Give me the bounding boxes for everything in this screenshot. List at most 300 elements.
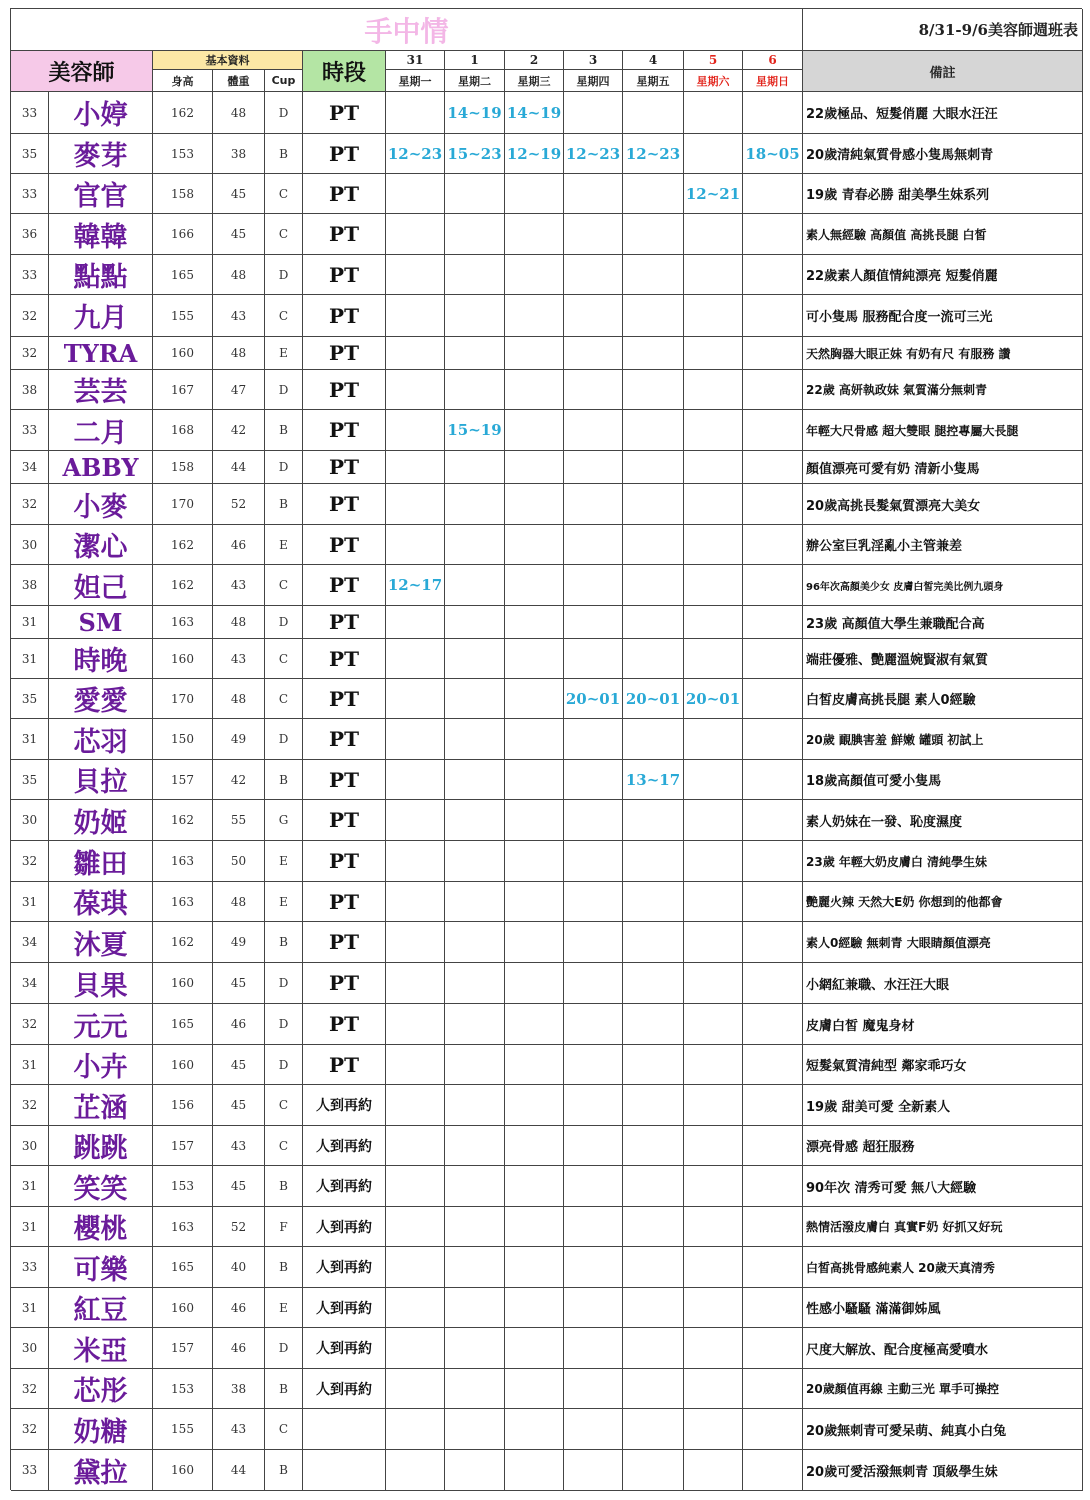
beautician-name: SM xyxy=(49,606,153,639)
schedule-cell: 12~23 xyxy=(386,134,445,174)
schedule-cell xyxy=(386,1450,445,1491)
note-text: 皮膚白皙 魔鬼身材 xyxy=(803,1004,1083,1045)
note-text: 18歲高顏值可愛小隻馬 xyxy=(803,760,1083,800)
sheet-title: 手中情 xyxy=(11,9,803,51)
schedule-cell xyxy=(684,565,743,606)
time-slot: PT xyxy=(303,963,386,1004)
time-slot: PT xyxy=(303,606,386,639)
schedule-cell xyxy=(505,525,564,565)
time-slot: PT xyxy=(303,370,386,410)
height-value: 165 xyxy=(153,1247,213,1288)
schedule-cell xyxy=(564,370,623,410)
schedule-cell xyxy=(564,451,623,484)
beautician-name: 紅豆 xyxy=(49,1288,153,1328)
height-value: 170 xyxy=(153,484,213,525)
height-value: 165 xyxy=(153,1004,213,1045)
beautician-name: 櫻桃 xyxy=(49,1207,153,1247)
schedule-cell xyxy=(684,841,743,882)
height-value: 158 xyxy=(153,451,213,484)
beautician-name: 小麥 xyxy=(49,484,153,525)
schedule-cell xyxy=(386,1247,445,1288)
schedule-cell xyxy=(445,1207,505,1247)
time-slot: PT xyxy=(303,134,386,174)
schedule-cell xyxy=(564,1328,623,1369)
schedule-cell xyxy=(445,1450,505,1491)
height-value: 160 xyxy=(153,1045,213,1085)
time-slot: PT xyxy=(303,484,386,525)
time-slot: PT xyxy=(303,214,386,255)
schedule-cell xyxy=(445,1085,505,1126)
schedule-cell xyxy=(623,963,684,1004)
cup-value: D xyxy=(265,370,303,410)
schedule-cell xyxy=(623,410,684,451)
note-text: 22歲素人顏值情純漂亮 短髮俏麗 xyxy=(803,255,1083,295)
schedule-cell: 18~05 xyxy=(743,134,803,174)
row-number: 31 xyxy=(11,882,49,922)
schedule-cell xyxy=(564,565,623,606)
time-slot: PT xyxy=(303,679,386,719)
time-slot: 人到再約 xyxy=(303,1126,386,1166)
schedule-cell xyxy=(386,1045,445,1085)
schedule-cell xyxy=(684,1247,743,1288)
schedule-cell xyxy=(564,1166,623,1207)
height-value: 160 xyxy=(153,963,213,1004)
schedule-cell xyxy=(445,525,505,565)
schedule-cell xyxy=(684,1409,743,1450)
note-text: 尺度大解放、配合度極高愛噴水 xyxy=(803,1328,1083,1369)
row-number: 33 xyxy=(11,255,49,295)
cup-value: D xyxy=(265,255,303,295)
row-number: 35 xyxy=(11,134,49,174)
height-value: 158 xyxy=(153,174,213,214)
schedule-cell xyxy=(623,719,684,760)
schedule-cell xyxy=(445,841,505,882)
row-number: 34 xyxy=(11,963,49,1004)
note-text: 艷麗火辣 天然大E奶 你想到的他都會 xyxy=(803,882,1083,922)
time-slot: PT xyxy=(303,255,386,295)
cup-value: G xyxy=(265,800,303,841)
weight-value: 44 xyxy=(213,1450,265,1491)
day-number: 2 xyxy=(505,51,564,70)
schedule-cell xyxy=(445,1045,505,1085)
time-slot: 人到再約 xyxy=(303,1369,386,1409)
time-slot: PT xyxy=(303,565,386,606)
schedule-cell xyxy=(743,1288,803,1328)
schedule-cell xyxy=(684,1207,743,1247)
schedule-cell xyxy=(386,882,445,922)
time-slot: PT xyxy=(303,451,386,484)
schedule-cell xyxy=(564,1409,623,1450)
row-number: 33 xyxy=(11,174,49,214)
cup-value: B xyxy=(265,410,303,451)
schedule-cell xyxy=(386,295,445,337)
day-label: 星期三 xyxy=(505,70,564,92)
height-value: 150 xyxy=(153,719,213,760)
note-text: 20歲無刺青可愛呆萌、純真小白兔 xyxy=(803,1409,1083,1450)
schedule-cell xyxy=(445,370,505,410)
time-slot: PT xyxy=(303,337,386,370)
day-label: 星期六 xyxy=(684,70,743,92)
height-value: 163 xyxy=(153,606,213,639)
weight-value: 46 xyxy=(213,1328,265,1369)
height-value: 153 xyxy=(153,134,213,174)
schedule-cell xyxy=(743,410,803,451)
cup-value: D xyxy=(265,1004,303,1045)
beautician-name: 沐夏 xyxy=(49,922,153,963)
schedule-cell xyxy=(505,1450,564,1491)
weight-value: 43 xyxy=(213,295,265,337)
schedule-cell xyxy=(445,1369,505,1409)
schedule-cell xyxy=(743,1409,803,1450)
schedule-cell xyxy=(743,841,803,882)
note-text: 20歲 靦腆害羞 鮮嫩 罐頭 初試上 xyxy=(803,719,1083,760)
schedule-cell: 20~01 xyxy=(623,679,684,719)
schedule-cell xyxy=(684,606,743,639)
beautician-name: 官官 xyxy=(49,174,153,214)
row-number: 32 xyxy=(11,1409,49,1450)
weight-value: 38 xyxy=(213,134,265,174)
schedule-cell xyxy=(386,800,445,841)
weight-value: 49 xyxy=(213,719,265,760)
schedule-cell xyxy=(684,525,743,565)
schedule-cell xyxy=(623,337,684,370)
row-number: 33 xyxy=(11,410,49,451)
schedule-cell xyxy=(564,410,623,451)
schedule-cell xyxy=(445,1409,505,1450)
schedule-cell xyxy=(386,760,445,800)
schedule-cell xyxy=(623,1369,684,1409)
beautician-name: 點點 xyxy=(49,255,153,295)
schedule-cell xyxy=(386,484,445,525)
weight-value: 52 xyxy=(213,1207,265,1247)
row-number: 38 xyxy=(11,370,49,410)
schedule-cell xyxy=(564,606,623,639)
schedule-cell xyxy=(564,800,623,841)
cup-value: B xyxy=(265,1450,303,1491)
schedule-cell xyxy=(564,760,623,800)
note-text: 端莊優雅、艷麗溫婉賢淑有氣質 xyxy=(803,639,1083,679)
height-value: 156 xyxy=(153,1085,213,1126)
day-label: 星期一 xyxy=(386,70,445,92)
beautician-name: 小卉 xyxy=(49,1045,153,1085)
day-number: 31 xyxy=(386,51,445,70)
schedule-cell xyxy=(564,214,623,255)
column-header-weight: 體重 xyxy=(213,70,265,92)
schedule-cell xyxy=(564,337,623,370)
note-text: 19歲 甜美可愛 全新素人 xyxy=(803,1085,1083,1126)
schedule-cell xyxy=(386,255,445,295)
height-value: 160 xyxy=(153,1288,213,1328)
note-text: 19歲 青春必勝 甜美學生妹系列 xyxy=(803,174,1083,214)
note-text: 素人0經驗 無刺青 大眼睛顏值漂亮 xyxy=(803,922,1083,963)
height-value: 167 xyxy=(153,370,213,410)
beautician-name: ABBY xyxy=(49,451,153,484)
weight-value: 50 xyxy=(213,841,265,882)
schedule-cell xyxy=(505,963,564,1004)
note-text: 23歲 年輕大奶皮膚白 清純學生妹 xyxy=(803,841,1083,882)
schedule-cell xyxy=(623,92,684,134)
time-slot: 人到再約 xyxy=(303,1085,386,1126)
schedule-cell xyxy=(743,760,803,800)
schedule-cell xyxy=(684,1288,743,1328)
row-number: 32 xyxy=(11,484,49,525)
schedule-cell xyxy=(684,882,743,922)
schedule-cell xyxy=(623,1085,684,1126)
beautician-name: 小婷 xyxy=(49,92,153,134)
schedule-cell xyxy=(386,1166,445,1207)
schedule-cell xyxy=(386,174,445,214)
schedule-cell xyxy=(684,1045,743,1085)
cup-value: E xyxy=(265,525,303,565)
weight-value: 38 xyxy=(213,1369,265,1409)
cup-value: B xyxy=(265,760,303,800)
schedule-cell xyxy=(743,1450,803,1491)
schedule-cell xyxy=(386,922,445,963)
note-text: 短髮氣質清純型 鄰家乖巧女 xyxy=(803,1045,1083,1085)
schedule-cell xyxy=(505,295,564,337)
note-text: 素人奶妹在一發、恥度濕度 xyxy=(803,800,1083,841)
schedule-cell xyxy=(743,1166,803,1207)
beautician-name: 潔心 xyxy=(49,525,153,565)
row-number: 31 xyxy=(11,1045,49,1085)
note-text: 白皙高挑骨感純素人 20歲天真清秀 xyxy=(803,1247,1083,1288)
day-number: 6 xyxy=(743,51,803,70)
row-number: 32 xyxy=(11,841,49,882)
schedule-cell xyxy=(386,841,445,882)
schedule-cell xyxy=(623,1207,684,1247)
column-header-slot: 時段 xyxy=(303,51,386,92)
schedule-cell xyxy=(505,760,564,800)
time-slot: PT xyxy=(303,410,386,451)
schedule-cell xyxy=(743,882,803,922)
row-number: 33 xyxy=(11,1450,49,1491)
schedule-cell xyxy=(564,1045,623,1085)
schedule-cell xyxy=(623,295,684,337)
schedule-cell xyxy=(623,370,684,410)
day-label: 星期五 xyxy=(623,70,684,92)
row-number: 32 xyxy=(11,1085,49,1126)
schedule-cell xyxy=(505,174,564,214)
schedule-cell xyxy=(623,451,684,484)
beautician-name: TYRA xyxy=(49,337,153,370)
schedule-cell xyxy=(743,525,803,565)
cup-value: D xyxy=(265,1328,303,1369)
schedule-cell xyxy=(684,1450,743,1491)
cup-value: E xyxy=(265,882,303,922)
weight-value: 48 xyxy=(213,255,265,295)
schedule-cell xyxy=(684,963,743,1004)
beautician-name: 可樂 xyxy=(49,1247,153,1288)
row-number: 35 xyxy=(11,679,49,719)
schedule-cell xyxy=(445,882,505,922)
schedule-cell xyxy=(445,719,505,760)
height-value: 162 xyxy=(153,525,213,565)
cup-value: C xyxy=(265,679,303,719)
day-label: 星期日 xyxy=(743,70,803,92)
schedule-cell xyxy=(684,295,743,337)
cup-value: E xyxy=(265,841,303,882)
schedule-cell xyxy=(743,922,803,963)
schedule-cell xyxy=(445,295,505,337)
cup-value: B xyxy=(265,134,303,174)
schedule-cell xyxy=(386,606,445,639)
cup-value: D xyxy=(265,963,303,1004)
schedule-cell xyxy=(445,1126,505,1166)
column-header-basic-info: 基本資料 xyxy=(153,51,303,70)
schedule-sheet xyxy=(10,8,1082,1490)
schedule-cell xyxy=(564,1085,623,1126)
height-value: 162 xyxy=(153,922,213,963)
schedule-cell xyxy=(684,410,743,451)
column-header-height: 身高 xyxy=(153,70,213,92)
note-text: 辦公室巨乳淫亂小主管兼差 xyxy=(803,525,1083,565)
time-slot: PT xyxy=(303,800,386,841)
schedule-cell xyxy=(386,92,445,134)
column-header-notes: 備註 xyxy=(803,51,1083,92)
schedule-cell: 15~19 xyxy=(445,410,505,451)
row-number: 36 xyxy=(11,214,49,255)
schedule-cell xyxy=(386,1004,445,1045)
schedule-cell xyxy=(623,841,684,882)
time-slot: PT xyxy=(303,525,386,565)
day-label: 星期二 xyxy=(445,70,505,92)
schedule-cell xyxy=(445,174,505,214)
beautician-name: 芷涵 xyxy=(49,1085,153,1126)
row-number: 31 xyxy=(11,1288,49,1328)
cup-value: C xyxy=(265,1085,303,1126)
beautician-name: 時晚 xyxy=(49,639,153,679)
row-number: 31 xyxy=(11,639,49,679)
schedule-cell xyxy=(623,525,684,565)
height-value: 157 xyxy=(153,1328,213,1369)
cup-value: B xyxy=(265,1166,303,1207)
schedule-cell xyxy=(623,1166,684,1207)
schedule-cell xyxy=(564,841,623,882)
time-slot: PT xyxy=(303,92,386,134)
schedule-cell xyxy=(505,370,564,410)
schedule-cell xyxy=(505,214,564,255)
schedule-cell xyxy=(386,1369,445,1409)
beautician-name: 奶姬 xyxy=(49,800,153,841)
schedule-cell: 14~19 xyxy=(505,92,564,134)
schedule-cell xyxy=(505,565,564,606)
note-text: 小網紅兼職、水汪汪大眼 xyxy=(803,963,1083,1004)
row-number: 33 xyxy=(11,92,49,134)
schedule-cell xyxy=(623,1126,684,1166)
schedule-cell xyxy=(684,484,743,525)
note-text: 性感小騷騷 滿滿御姊風 xyxy=(803,1288,1083,1328)
schedule-cell xyxy=(684,760,743,800)
weight-value: 40 xyxy=(213,1247,265,1288)
weight-value: 43 xyxy=(213,565,265,606)
note-text: 天然胸器大眼正妹 有奶有尺 有服務 讚 xyxy=(803,337,1083,370)
schedule-cell: 15~23 xyxy=(445,134,505,174)
weight-value: 45 xyxy=(213,1045,265,1085)
row-number: 38 xyxy=(11,565,49,606)
schedule-cell: 13~17 xyxy=(623,760,684,800)
schedule-cell xyxy=(445,337,505,370)
cup-value: D xyxy=(265,92,303,134)
schedule-cell xyxy=(623,1288,684,1328)
schedule-cell xyxy=(623,639,684,679)
schedule-cell xyxy=(743,255,803,295)
schedule-cell xyxy=(445,922,505,963)
height-value: 168 xyxy=(153,410,213,451)
schedule-cell xyxy=(386,337,445,370)
beautician-name: 愛愛 xyxy=(49,679,153,719)
schedule-cell xyxy=(564,922,623,963)
cup-value: C xyxy=(265,1126,303,1166)
weight-value: 52 xyxy=(213,484,265,525)
schedule-cell xyxy=(623,922,684,963)
schedule-cell xyxy=(684,1369,743,1409)
time-slot: PT xyxy=(303,295,386,337)
height-value: 157 xyxy=(153,760,213,800)
day-number: 1 xyxy=(445,51,505,70)
schedule-cell xyxy=(684,370,743,410)
day-number: 4 xyxy=(623,51,684,70)
time-slot: PT xyxy=(303,760,386,800)
schedule-cell xyxy=(505,719,564,760)
schedule-cell: 12~19 xyxy=(505,134,564,174)
schedule-cell xyxy=(445,606,505,639)
cup-value: B xyxy=(265,484,303,525)
height-value: 170 xyxy=(153,679,213,719)
schedule-cell xyxy=(445,1328,505,1369)
schedule-cell xyxy=(445,451,505,484)
schedule-cell xyxy=(743,1004,803,1045)
note-text: 年輕大尺骨感 超大雙眼 腿控專屬大長腿 xyxy=(803,410,1083,451)
beautician-name: 九月 xyxy=(49,295,153,337)
schedule-cell xyxy=(743,606,803,639)
weight-value: 43 xyxy=(213,1409,265,1450)
weight-value: 42 xyxy=(213,410,265,451)
beautician-name: 麥芽 xyxy=(49,134,153,174)
schedule-cell xyxy=(684,337,743,370)
schedule-cell xyxy=(505,484,564,525)
week-title: 8/31-9/6美容師週班表 xyxy=(803,9,1083,51)
row-number: 35 xyxy=(11,760,49,800)
schedule-cell xyxy=(564,639,623,679)
note-text: 20歲顏值再線 主動三光 單手可操控 xyxy=(803,1369,1083,1409)
height-value: 155 xyxy=(153,295,213,337)
time-slot: PT xyxy=(303,882,386,922)
schedule-cell xyxy=(564,174,623,214)
schedule-cell xyxy=(564,963,623,1004)
schedule-cell xyxy=(684,922,743,963)
schedule-cell xyxy=(505,1288,564,1328)
schedule-cell xyxy=(386,1126,445,1166)
schedule-cell xyxy=(743,174,803,214)
cup-value: E xyxy=(265,337,303,370)
schedule-cell xyxy=(623,565,684,606)
schedule-cell xyxy=(386,1288,445,1328)
beautician-name: 芯彤 xyxy=(49,1369,153,1409)
schedule-cell: 14~19 xyxy=(445,92,505,134)
schedule-cell xyxy=(386,679,445,719)
schedule-cell xyxy=(743,1328,803,1369)
height-value: 163 xyxy=(153,882,213,922)
note-text: 20歲清純氣質骨感小隻馬無刺青 xyxy=(803,134,1083,174)
row-number: 34 xyxy=(11,922,49,963)
schedule-cell xyxy=(564,1004,623,1045)
schedule-cell xyxy=(743,295,803,337)
schedule-cell xyxy=(743,214,803,255)
time-slot xyxy=(303,1450,386,1491)
day-number: 5 xyxy=(684,51,743,70)
weight-value: 46 xyxy=(213,1288,265,1328)
height-value: 163 xyxy=(153,1207,213,1247)
